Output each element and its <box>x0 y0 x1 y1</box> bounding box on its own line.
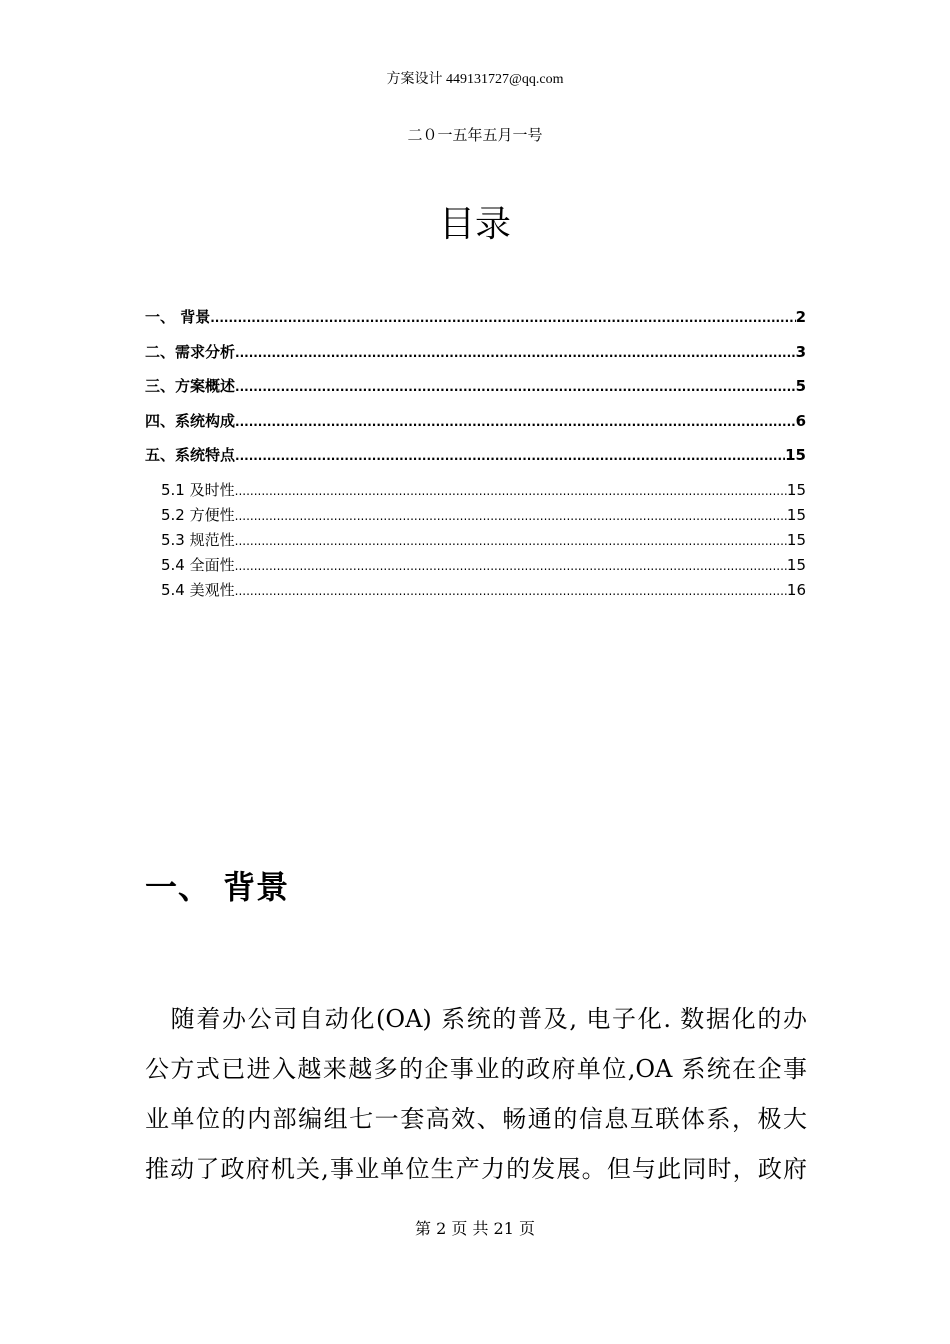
toc-entry-page: 3 <box>795 342 806 361</box>
toc-subentry-page: 15 <box>786 530 806 549</box>
toc-subentry-aesthetics[interactable] <box>145 579 806 604</box>
toc-leader-dots <box>235 584 787 598</box>
toc-entry-composition[interactable] <box>145 410 806 445</box>
toc-leader-dots <box>235 449 785 463</box>
toc-subentry-comprehensiveness[interactable] <box>145 554 806 579</box>
toc-subentry-page: 15 <box>786 555 806 574</box>
toc-subentry-timeliness[interactable] <box>145 479 806 504</box>
document-date: 二０一五年五月一号 <box>407 126 543 144</box>
section-heading: 一、 背景 <box>145 868 290 906</box>
section-paragraph <box>145 994 807 1194</box>
header-designer: 方案设计 449131727@qq.com <box>386 72 564 87</box>
paragraph-line: 随着办公司自动化(OA) 系统的普及, 电子化. 数据化的办 <box>145 1005 807 1033</box>
toc-entry-page: 6 <box>795 411 806 430</box>
paragraph-line: 公方式已进入越来越多的企事业的政府单位,OA 系统在企事 <box>145 1055 807 1083</box>
toc-entry-requirements[interactable] <box>145 341 806 376</box>
toc-entry-label: 一、 背景 <box>145 308 211 326</box>
toc-entry-background[interactable] <box>145 306 806 341</box>
toc-entry-label: 二、需求分析 <box>145 342 236 361</box>
toc-subentry-label: 5.4 美观性 <box>161 580 235 599</box>
toc-entry-page: 15 <box>785 446 806 464</box>
toc-subentry-page: 16 <box>786 580 806 599</box>
toc-entry-label: 五、系统特点 <box>145 446 236 464</box>
table-of-contents <box>145 306 806 604</box>
toc-leader-dots <box>235 380 796 394</box>
toc-subentry-label: 5.1 及时性 <box>161 480 235 499</box>
toc-leader-dots <box>235 559 787 573</box>
toc-leader-dots <box>235 415 796 429</box>
toc-subentry-page: 15 <box>786 480 806 499</box>
page-footer: 第 2 页 共 21 页 <box>415 1219 535 1238</box>
toc-leader-dots <box>235 484 787 498</box>
paragraph-line: 业单位的内部编组七一套高效、畅通的信息互联体系，极大 <box>145 1105 807 1133</box>
toc-entry-page: 2 <box>795 308 806 326</box>
toc-entry-overview[interactable] <box>145 375 806 410</box>
toc-entry-label: 三、方案概述 <box>145 377 236 395</box>
toc-subentry-convenience[interactable] <box>145 504 806 529</box>
toc-subentry-label: 5.3 规范性 <box>161 530 235 549</box>
paragraph-line: 推动了政府机关,事业单位生产力的发展。但与此同时，政府 <box>145 1155 807 1183</box>
toc-subentry-label: 5.4 全面性 <box>161 555 235 574</box>
toc-leader-dots <box>235 509 787 523</box>
toc-entry-page: 5 <box>795 377 806 395</box>
toc-subentry-label: 5.2 方便性 <box>161 505 235 524</box>
toc-title: 目录 <box>438 204 511 245</box>
toc-leader-dots <box>235 346 796 360</box>
toc-entry-label: 四、系统构成 <box>145 411 236 430</box>
toc-entry-features[interactable] <box>145 444 806 479</box>
toc-leader-dots <box>235 534 787 548</box>
toc-leader-dots <box>210 311 795 325</box>
toc-subentry-standardization[interactable] <box>145 529 806 554</box>
toc-subentry-page: 15 <box>786 505 806 524</box>
